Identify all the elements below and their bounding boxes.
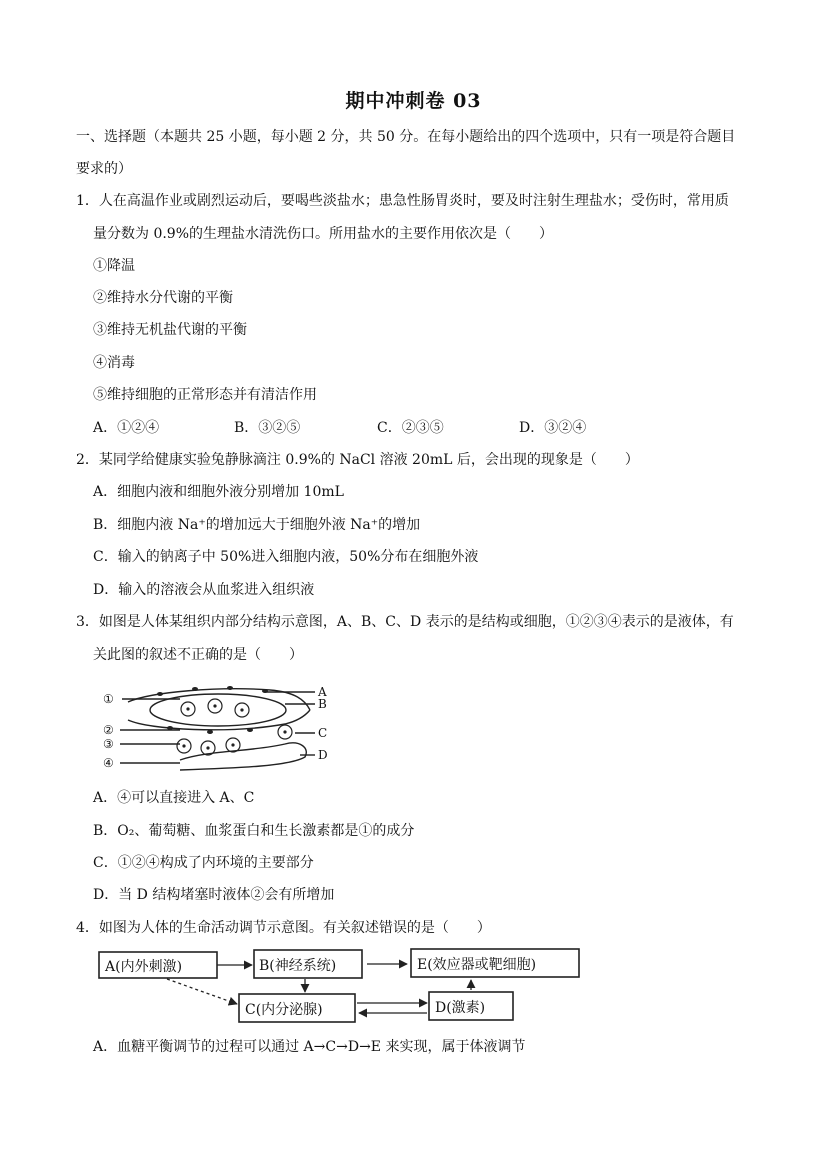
page-title: 期中冲刺卷 03 — [345, 90, 482, 112]
box-e-label: E(效应器或靶细胞) — [417, 957, 537, 973]
q1-item: ③维持无机盐代谢的平衡 — [93, 322, 247, 338]
q1-option-c[interactable]: C．②③⑤ — [377, 420, 444, 436]
q1-stem-line1: 1．人在高温作业或剧烈运动后，要喝些淡盐水；患急性肠胃炎时，要及时注射生理盐水；受伤时，常用质 — [76, 193, 729, 209]
q3-stem-line1: 3．如图是人体某组织内部分结构示意图，A、B、C、D 表示的是结构或细胞，①②③④表示的是液体，有 — [76, 614, 734, 630]
q3-stem-line2: 关此图的叙述不正确的是（ ） — [93, 647, 303, 663]
q1-item: ②维持水分代谢的平衡 — [93, 290, 233, 306]
q1-item: ⑤维持细胞的正常形态并有清洁作用 — [93, 387, 317, 403]
q2-option-b[interactable]: B．细胞内液 Na⁺的增加远大于细胞外液 Na⁺的增加 — [93, 517, 421, 533]
q3-option-a[interactable]: A．④可以直接进入 A、C — [93, 790, 255, 806]
q1-item: ①降温 — [93, 258, 135, 274]
section-heading-line2: 要求的） — [76, 161, 132, 177]
q3-option-d[interactable]: D．当 D 结构堵塞时液体②会有所增加 — [93, 887, 335, 903]
tissue-structure-diagram — [100, 682, 340, 777]
diagram-label-1: ① — [103, 692, 114, 706]
q1-option-b[interactable]: B．③②⑤ — [234, 420, 301, 436]
diagram-label-3: ③ — [103, 737, 114, 751]
box-b-label: B(神经系统) — [259, 958, 337, 974]
q1-item: ④消毒 — [93, 355, 135, 371]
q2-option-c[interactable]: C．输入的钠离子中 50%进入细胞内液，50%分布在细胞外液 — [93, 549, 479, 565]
diagram-label-4: ④ — [103, 756, 114, 770]
lymph-vessel — [180, 743, 306, 770]
q1-option-d[interactable]: D．③②④ — [519, 420, 587, 436]
q3-option-c[interactable]: C．①②④构成了内环境的主要部分 — [93, 855, 314, 871]
diagram-label-2: ② — [103, 723, 114, 737]
q2-option-d[interactable]: D．输入的溶液会从血浆进入组织液 — [93, 582, 315, 598]
box-a-label: A(内外刺激) — [105, 959, 183, 975]
q2-option-a[interactable]: A．细胞内液和细胞外液分别增加 10mL — [93, 484, 344, 500]
diagram-label-d: D — [318, 748, 328, 762]
q1-stem-line2: 量分数为 0.9%的生理盐水清洗伤口。所用盐水的主要作用依次是（ ） — [93, 226, 554, 242]
q4-stem: 4．如图为人体的生命活动调节示意图。有关叙述错误的是（ ） — [76, 920, 491, 936]
box-d-label: D(激素) — [435, 1000, 486, 1016]
q4-option-a[interactable]: A．血糖平衡调节的过程可以通过 A→C→D→E 来实现，属于体液调节 — [93, 1039, 526, 1055]
endothelial-nuclei — [157, 686, 268, 734]
diagram-label-a: A — [318, 685, 327, 699]
q3-option-b[interactable]: B．O₂、葡萄糖、血浆蛋白和生长激素都是①的成分 — [93, 823, 415, 839]
q2-stem: 2．某同学给健康实验兔静脉滴注 0.9%的 NaCl 溶液 20mL 后，会出现的现象是（ ） — [76, 452, 639, 468]
section-heading-line1: 一、选择题（本题共 25 小题，每小题 2 分，共 50 分。在每小题给出的四个选项中，只有一项是符合题目 — [76, 129, 736, 145]
capillary-wall-bottom — [128, 710, 310, 730]
q1-option-a[interactable]: A．①②④ — [93, 420, 160, 436]
diagram-label-b: B — [318, 697, 327, 711]
diagram-label-c: C — [318, 726, 328, 740]
regulation-flow-diagram — [97, 946, 587, 1026]
box-c-label: C(内分泌腺) — [245, 1002, 323, 1018]
